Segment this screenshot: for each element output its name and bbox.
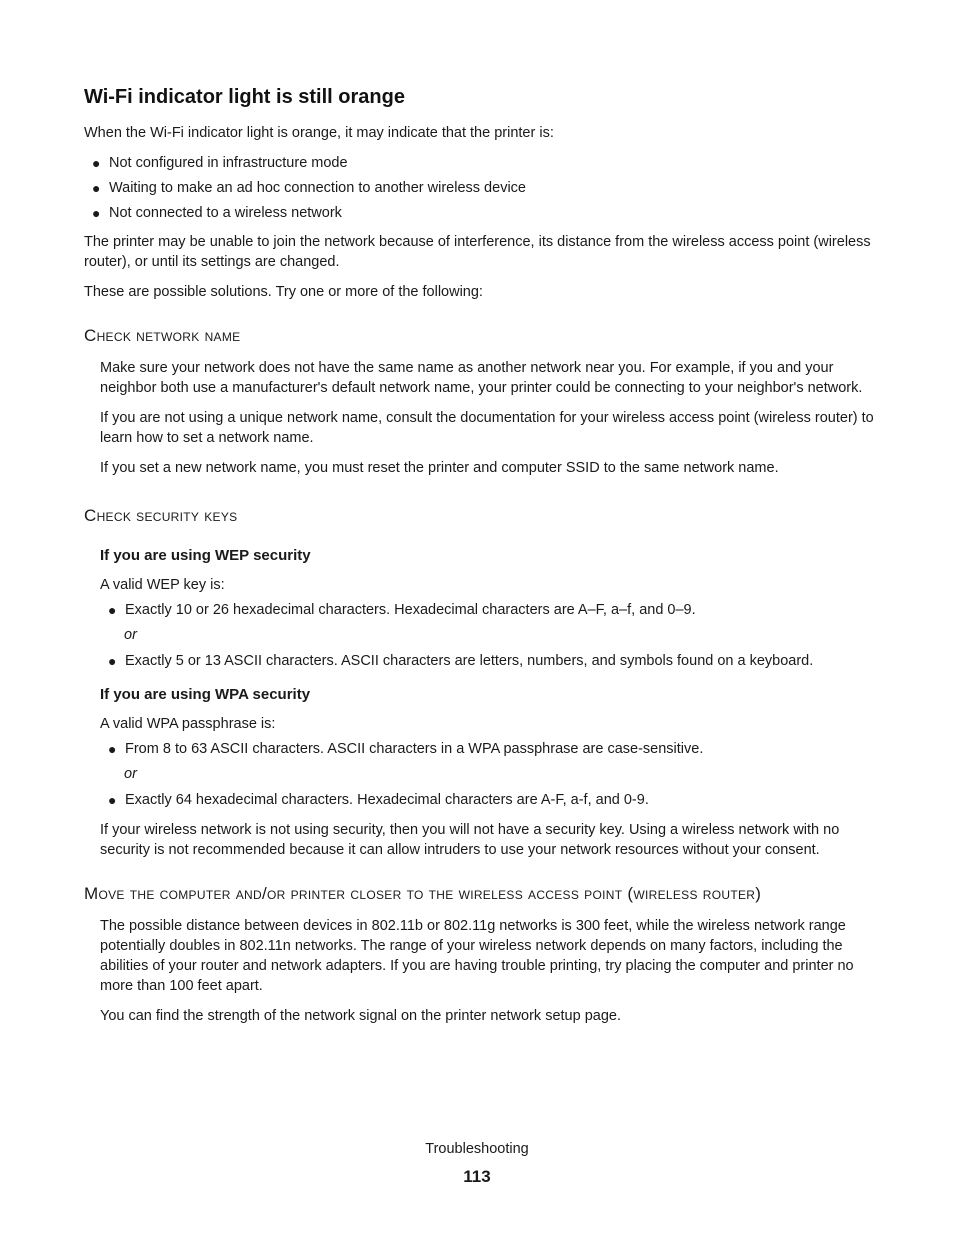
wep-bullet-list-2 xyxy=(100,651,874,671)
move-closer-heading: Move the computer and/or printer closer to the wireless access point (wireless router) xyxy=(84,884,762,903)
check-network-name-heading: Check network name xyxy=(84,326,241,345)
page-content xyxy=(84,84,874,1036)
wep-section xyxy=(100,575,874,671)
wpa-heading: If you are using WPA security xyxy=(100,686,311,703)
bullet-icon: ● xyxy=(108,792,117,808)
list-item: ● Exactly 10 or 26 hexadecimal characters. Hexadecimal characters are A–F, a–f, and 0–9. xyxy=(108,602,696,618)
list-item: ● Exactly 64 hexadecimal characters. Hexadecimal characters are A-F, a-f, and 0-9. xyxy=(108,792,649,808)
list-item: ● From 8 to 63 ASCII characters. ASCII characters in a WPA passphrase are case-sensitive. xyxy=(108,741,704,757)
intro-bullet-list xyxy=(84,153,874,223)
bullet-icon: ● xyxy=(108,602,117,618)
move-closer-section xyxy=(100,916,874,1026)
footer-section-name: Troubleshooting xyxy=(425,1141,529,1157)
check-network-name-section xyxy=(100,358,874,478)
network-name-paragraph-1: Make sure your network does not have the same name as another network near you. For example, if you and your neighbor both use a manufacturer's default network name, your printer could be connecting to your neighbor's network. xyxy=(100,360,863,396)
wpa-bullet-list-2 xyxy=(100,790,874,810)
list-item: ● Not configured in infrastructure mode xyxy=(92,155,348,171)
wep-or-text: or xyxy=(124,627,137,643)
bullet-icon: ● xyxy=(108,653,117,669)
list-item: ● Not connected to a wireless network xyxy=(92,205,342,221)
wep-intro: A valid WEP key is: xyxy=(100,577,225,593)
wep-bullet-list xyxy=(100,600,874,620)
network-name-paragraph-3: If you set a new network name, you must reset the printer and computer SSID to the same network name. xyxy=(100,460,779,476)
network-name-paragraph-2: If you are not using a unique network name, consult the documentation for your wireless access point (wireless router) to learn how to set a network name. xyxy=(100,410,874,446)
wpa-section xyxy=(100,714,874,860)
bullet-icon: ● xyxy=(108,741,117,757)
page-number: 113 xyxy=(463,1167,491,1186)
list-item: ● Exactly 5 or 13 ASCII characters. ASCII characters are letters, numbers, and symbols found on a keyboard. xyxy=(108,653,814,669)
list-item: ● Waiting to make an ad hoc connection to another wireless device xyxy=(92,180,526,196)
solutions-paragraph: These are possible solutions. Try one or more of the following: xyxy=(84,284,483,300)
interference-paragraph: The printer may be unable to join the network because of interference, its distance from the wireless access point (wireless router), or until its settings are changed. xyxy=(84,234,871,270)
wpa-bullet-list xyxy=(100,739,874,759)
check-security-keys-heading: Check security keys xyxy=(84,506,238,525)
bullet-icon: ● xyxy=(92,205,101,221)
wep-heading: If you are using WEP security xyxy=(100,547,311,564)
bullet-icon: ● xyxy=(92,180,101,196)
intro-paragraph: When the Wi-Fi indicator light is orange, it may indicate that the printer is: xyxy=(84,125,554,141)
no-security-paragraph: If your wireless network is not using security, then you will not have a security key. Using a wireless network with no security is not recommended because it can allow intruders to use your network resources without your consent. xyxy=(100,822,840,858)
wpa-or-text: or xyxy=(124,766,137,782)
signal-strength-paragraph: You can find the strength of the network signal on the printer network setup page. xyxy=(100,1008,621,1024)
page-title: Wi-Fi indicator light is still orange xyxy=(84,86,405,108)
distance-paragraph: The possible distance between devices in 802.11b or 802.11g networks is 300 feet, while the wireless network range potentially doubles in 802.11n networks. The range of your wireless network depends on many factors, including the abilities of your router and network adapters. If you are having trouble printing, try placing the computer and printer no more than 100 feet apart. xyxy=(100,918,854,994)
wpa-intro: A valid WPA passphrase is: xyxy=(100,716,276,732)
bullet-icon: ● xyxy=(92,155,101,171)
